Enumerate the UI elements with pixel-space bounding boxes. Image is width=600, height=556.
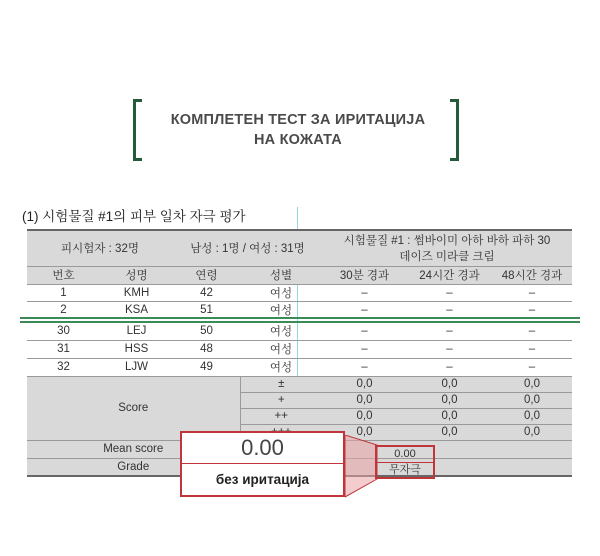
test-material [322, 230, 572, 266]
cell-48h: – [492, 301, 572, 318]
table-row [27, 340, 572, 358]
cell-age: 51 [173, 301, 240, 318]
header-cell: 48시간 경과 [492, 266, 572, 284]
score-30min: 0,0 [322, 392, 407, 408]
cell-name: LEJ [100, 322, 173, 340]
score-24h: 0,0 [407, 376, 492, 392]
cell-age: 49 [173, 358, 240, 376]
table-row [27, 284, 572, 301]
cell-no: 1 [27, 284, 100, 301]
cell-30min: – [322, 358, 407, 376]
result-callout [180, 431, 345, 497]
cell-no: 31 [27, 340, 100, 358]
score-grade: ++ [240, 408, 322, 424]
section-heading: (1) 시험물질 #1의 피부 일차 자극 평가 [22, 209, 246, 224]
score-48h: 0,0 [492, 392, 572, 408]
score-24h: 0,0 [407, 424, 492, 440]
score-30min: 0,0 [322, 408, 407, 424]
cell-sex: 여성 [240, 340, 322, 358]
score-grade: + [240, 392, 322, 408]
cell-24h: – [407, 284, 492, 301]
score-30min: 0,0 [322, 424, 407, 440]
score-48h: 0,0 [492, 424, 572, 440]
cell-no: 2 [27, 301, 100, 318]
score-48h: 0,0 [492, 376, 572, 392]
cell-24h: – [407, 322, 492, 340]
test-material-line-1: 시험물질 #1 : 썸바이미 아하 바하 파하 30 [343, 235, 551, 248]
cell-sex: 여성 [240, 358, 322, 376]
cell-sex: 여성 [240, 284, 322, 301]
cell-30min: – [322, 301, 407, 318]
gender-counts: 남성 : 1명 / 여성 : 31명 [173, 230, 322, 266]
callout-mean-score: 0.00 [182, 433, 343, 464]
table-row [27, 322, 572, 340]
cell-sex: 여성 [240, 322, 322, 340]
cell-name: KMH [100, 284, 173, 301]
score-24h: 0,0 [407, 408, 492, 424]
cell-age: 50 [173, 322, 240, 340]
cell-30min: – [322, 322, 407, 340]
cell-48h: – [492, 358, 572, 376]
callout-connector [345, 435, 379, 499]
table-row [27, 358, 572, 376]
cell-no: 30 [27, 322, 100, 340]
header-cell: 성명 [100, 266, 173, 284]
cell-name: HSS [100, 340, 173, 358]
cell-name: KSA [100, 301, 173, 318]
right-bracket [450, 99, 459, 161]
cell-sex: 여성 [240, 301, 322, 318]
cell-24h: – [407, 301, 492, 318]
subjects-count: 피시험자 : 32명 [27, 230, 173, 266]
page-title [150, 110, 446, 150]
score-24h: 0,0 [407, 392, 492, 408]
header-row [27, 266, 572, 284]
header-cell: 성별 [240, 266, 322, 284]
header-cell: 30분 경과 [322, 266, 407, 284]
cell-48h: – [492, 284, 572, 301]
cell-age: 48 [173, 340, 240, 358]
left-bracket [133, 99, 142, 161]
title-line-1: КОМПЛЕТЕН ТЕСТ ЗА ИРИТАЦИЈА [170, 112, 426, 128]
score-grade: ± [240, 376, 322, 392]
table-break-line [20, 317, 580, 319]
score-row [27, 376, 572, 392]
table-result-highlight [375, 445, 435, 479]
cell-24h: – [407, 358, 492, 376]
cell-30min: – [322, 284, 407, 301]
mean-score-label: Mean score [27, 440, 240, 458]
test-material-line-2: 데이즈 미라클 크림 [399, 251, 495, 264]
callout-grade: без иритација [215, 472, 310, 487]
header-cell: 24시간 경과 [407, 266, 492, 284]
score-30min: 0,0 [322, 376, 407, 392]
cell-48h: – [492, 340, 572, 358]
title-line-2: НА КОЖАТА [254, 132, 342, 148]
cell-30min: – [322, 340, 407, 358]
grade-label: Grade [27, 458, 240, 476]
score-48h: 0,0 [492, 408, 572, 424]
cell-24h: – [407, 340, 492, 358]
header-cell: 연령 [173, 266, 240, 284]
header-cell: 번호 [27, 266, 100, 284]
cell-age: 42 [173, 284, 240, 301]
highlight-grade: 무자극 [389, 464, 421, 476]
results-table-top [27, 229, 572, 319]
cell-name: LJW [100, 358, 173, 376]
highlight-mean-score: 0.00 [377, 447, 433, 463]
table-row [27, 301, 572, 318]
cell-48h: – [492, 322, 572, 340]
cell-no: 32 [27, 358, 100, 376]
score-label: Score [27, 376, 240, 440]
